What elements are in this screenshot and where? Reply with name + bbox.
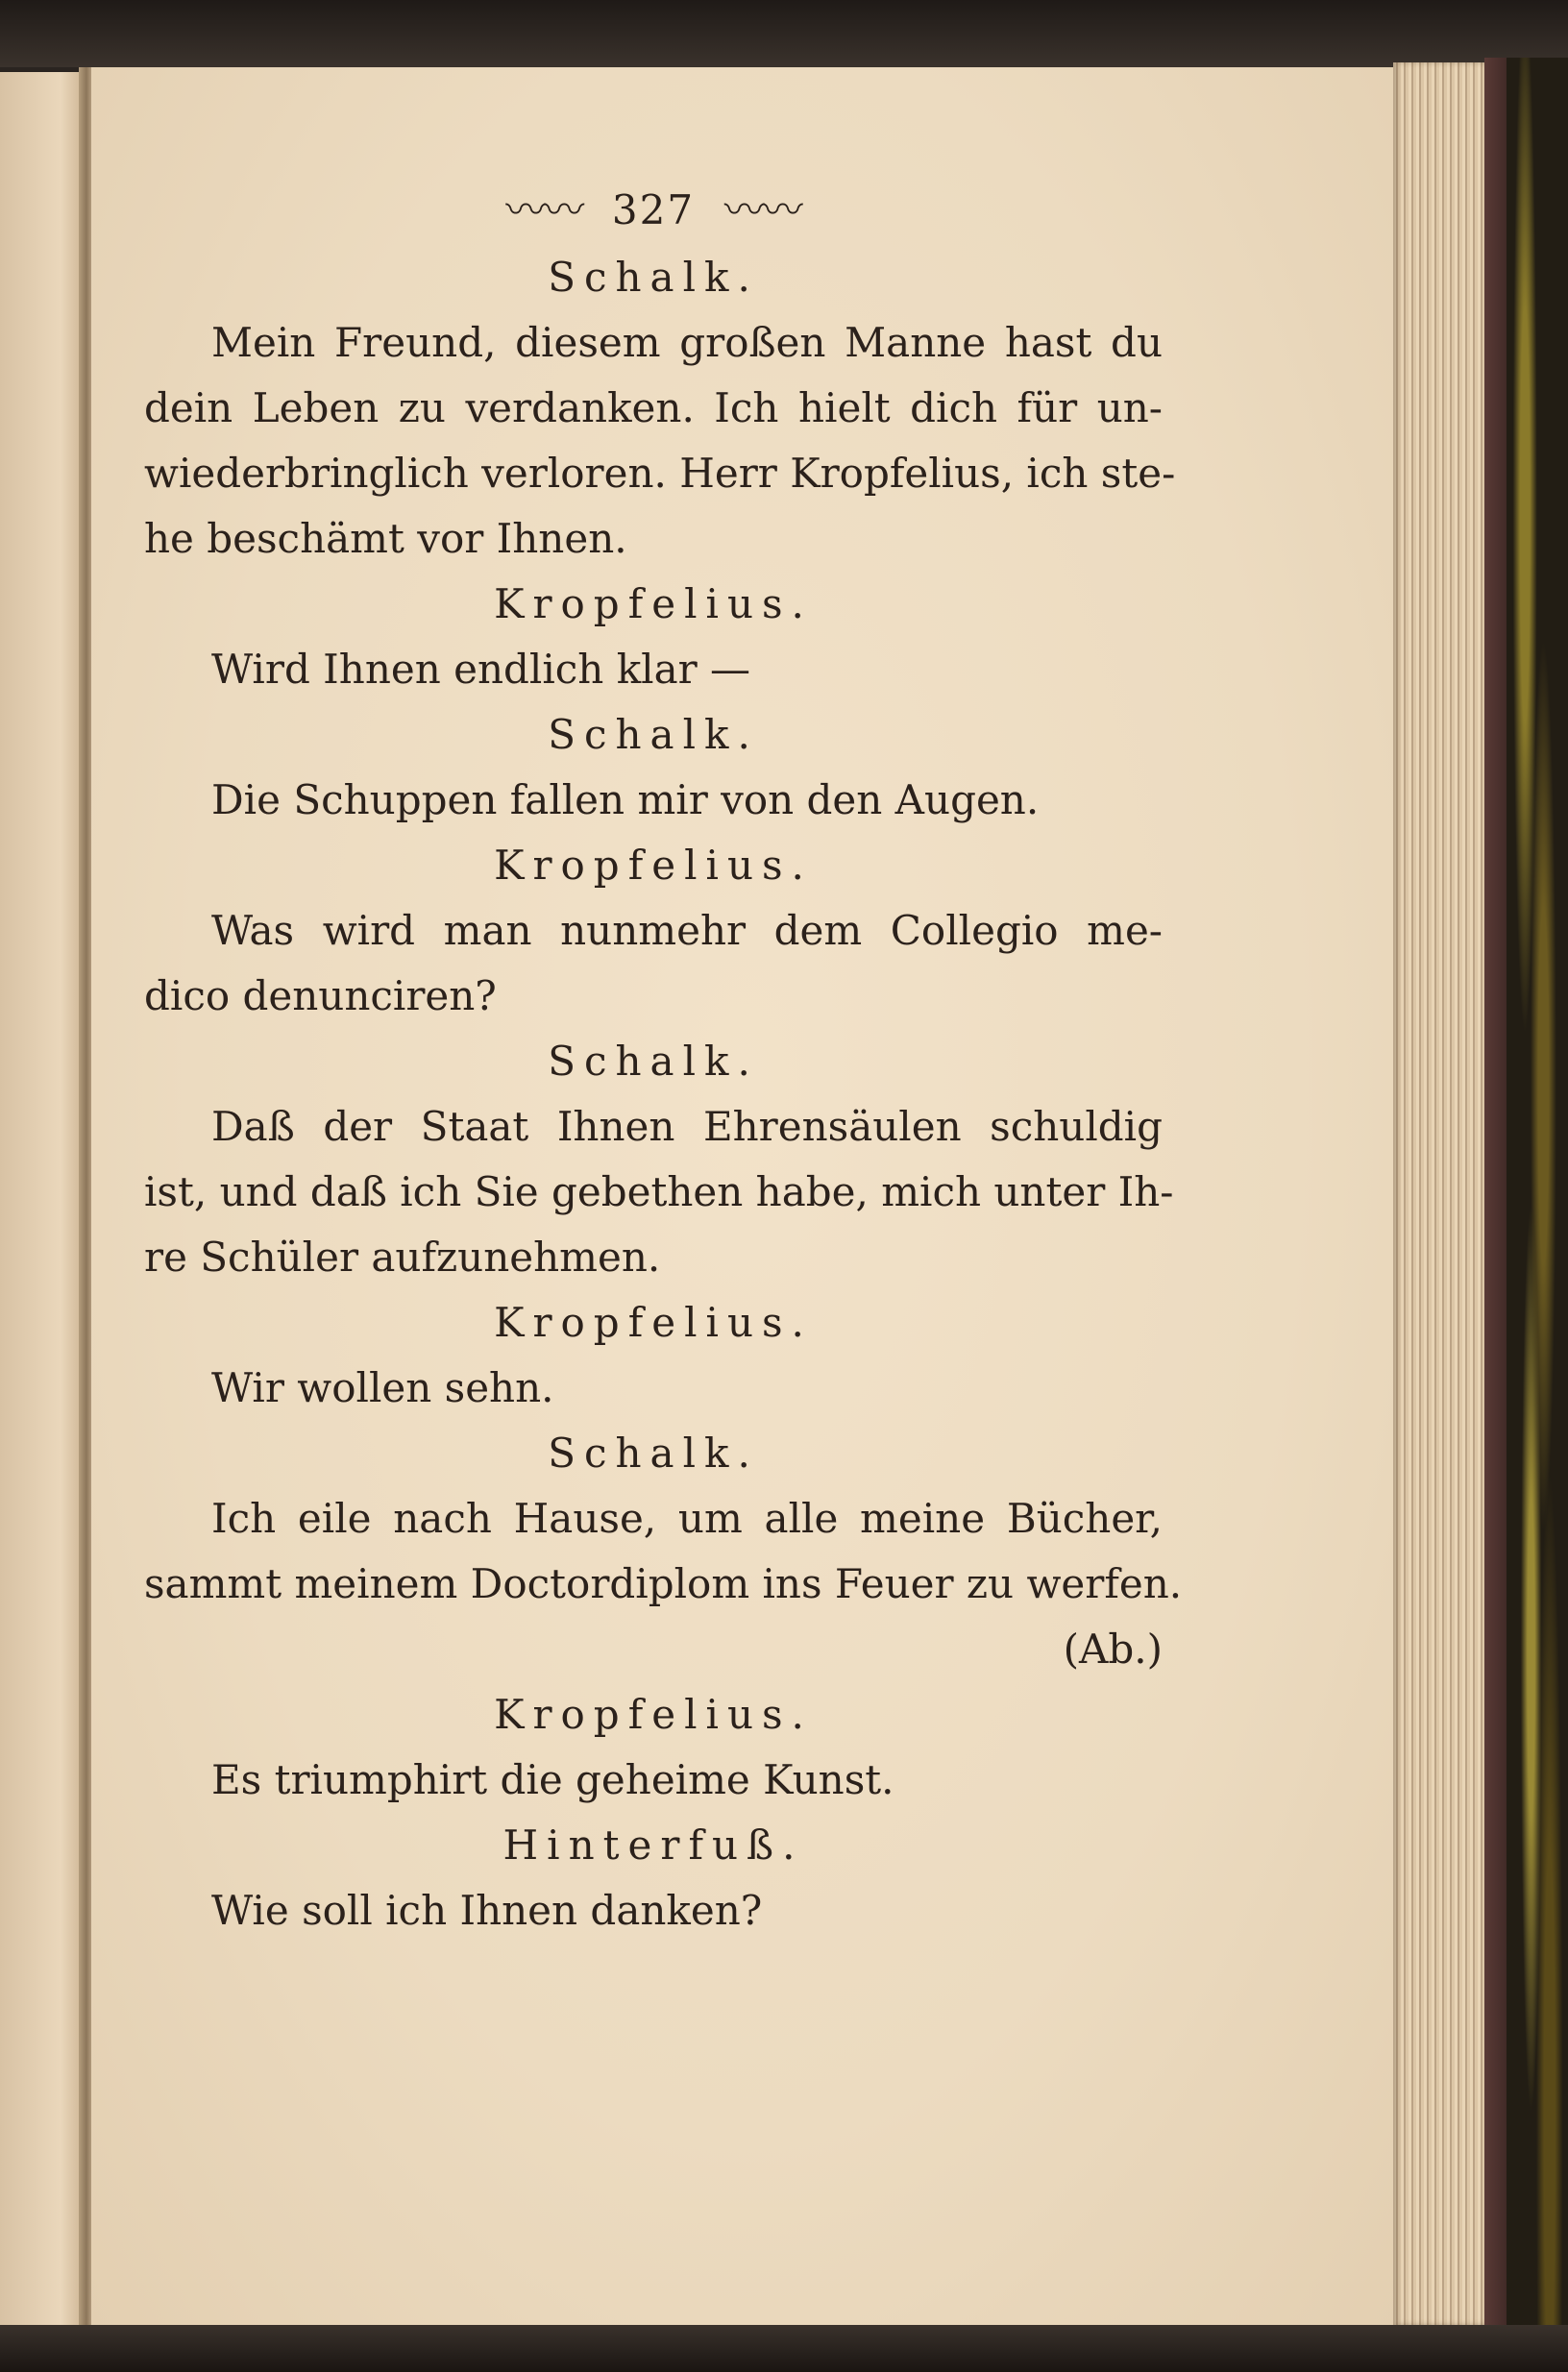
text-line: Die Schuppen fallen mir von den Augen. [211, 776, 1040, 823]
text-line: Ich eile nach Hause, um alle meine Bücher, [211, 1495, 1163, 1542]
text-line: Wie soll ich Ihnen danken? [211, 1887, 763, 1934]
text-line: Daß der Staat Ihnen Ehrensäulen schuldig [211, 1103, 1163, 1150]
page-number: 327 [611, 186, 696, 233]
text-line: Wird Ihnen endlich klar — [211, 646, 751, 693]
speaker-name: Schalk. [548, 1430, 759, 1477]
page-text [144, 178, 1183, 1944]
text-line: Was wird man nunmehr dem Collegio me- [211, 907, 1163, 954]
scanner-background-top [0, 0, 1568, 67]
ornament-right: 〰〰 [723, 186, 801, 233]
speaker-name: Kropfelius. [494, 842, 813, 889]
text-line: dico denunciren? [144, 972, 497, 1019]
speaker-name: Schalk. [548, 254, 759, 301]
marbled-cover [1507, 58, 1568, 2344]
text-line: ist, und daß ich Sie gebethen habe, mich unter Ih- [144, 1168, 1174, 1215]
scanner-background-bottom [0, 2325, 1568, 2372]
speaker-name: Schalk. [548, 711, 759, 758]
speaker-name: Kropfelius. [494, 580, 813, 627]
speaker-name: Kropfelius. [494, 1691, 813, 1738]
ornament-left: 〰〰 [505, 186, 583, 233]
text-line: Mein Freund, diesem großen Manne hast du [211, 319, 1163, 366]
text-line: Wir wollen sehn. [211, 1364, 554, 1411]
text-line: re Schüler aufzunehmen. [144, 1234, 661, 1281]
text-line: Es triumphirt die geheime Kunst. [211, 1756, 894, 1803]
page-number-header [144, 178, 1163, 245]
text-lines [144, 245, 1183, 1944]
speaker-name: Schalk. [548, 1038, 759, 1085]
speaker-name: Hinterfuß. [502, 1822, 804, 1869]
text-line: sammt meinem Doctordiplom ins Feuer zu werfen. [144, 1560, 1183, 1607]
text-line: dein Leben zu verdanken. Ich hielt dich für un- [144, 384, 1163, 431]
text-line: he beschämt vor Ihnen. [144, 515, 627, 562]
facing-page-edge [0, 72, 86, 2330]
text-line: wiederbringlich verloren. Herr Kropfelius, ich ste- [144, 450, 1176, 497]
stage-direction: (Ab.) [1063, 1626, 1163, 1673]
page-block-edges [1393, 62, 1489, 2325]
speaker-name: Kropfelius. [494, 1299, 813, 1346]
